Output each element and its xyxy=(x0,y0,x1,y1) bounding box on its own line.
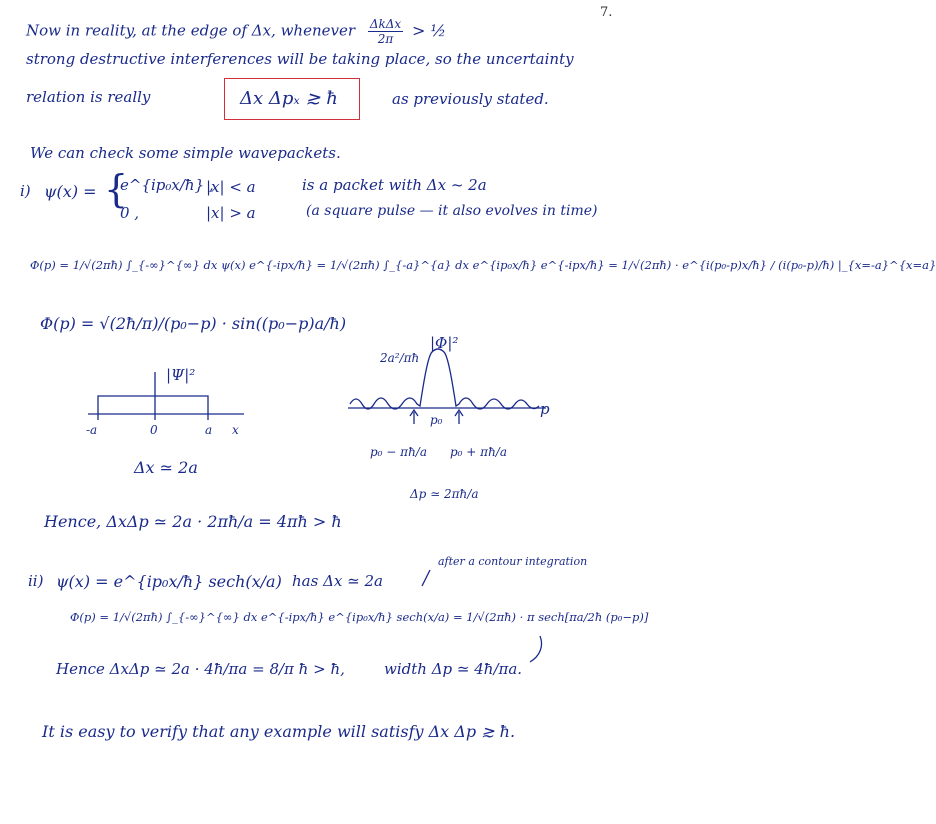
example-2-width: width Δp ≃ 4ħ/πa. xyxy=(384,660,523,678)
page-number: 7. xyxy=(600,5,613,20)
contour-note: after a contour integration xyxy=(438,555,588,568)
phi-result: Φ(p) = √(2ħ/π)/(p₀−p) · sin((p₀−p)a/ħ) xyxy=(40,314,347,333)
example-2-hence: Hence ΔxΔp ≃ 2a · 4ħ/πa = 8/π ħ > ħ, xyxy=(56,660,345,678)
case-1-condition: |x| < a xyxy=(206,178,256,196)
intro-line-2: strong destructive interferences will be taking place, so the uncertainty xyxy=(26,50,574,68)
check-line: We can check some simple wavepackets. xyxy=(30,144,341,162)
example-2-psi: ψ(x) = e^{ip₀x/ħ} sech(x/a) xyxy=(56,572,282,591)
after-box-text: as previously stated. xyxy=(392,90,549,108)
plot1-tick-a: a xyxy=(205,423,213,437)
example-2-label: ii) xyxy=(28,572,44,590)
example-1-desc-1: is a packet with Δx ~ 2a xyxy=(302,176,487,194)
example-2-has: has Δx ≃ 2a xyxy=(292,572,383,590)
plot2-axis-p: p xyxy=(540,400,550,418)
plot1-tick-minus-a: -a xyxy=(86,423,98,437)
note-arrow xyxy=(422,570,430,586)
uncertainty-relation: Δx Δpₓ ≳ ħ xyxy=(240,88,338,109)
condition-numerator: ΔkΔx xyxy=(369,17,402,31)
case-2-expr: 0 , xyxy=(120,204,140,222)
plot2-right-zero: p₀ + πħ/a xyxy=(450,445,507,459)
case-1-expr: e^{ip₀x/ħ} , xyxy=(120,176,214,194)
plot2-peak-value: 2a²/πħ xyxy=(380,351,420,365)
example-1-hence: Hence, ΔxΔp ≃ 2a · 2πħ/a = 4πħ > ħ xyxy=(44,512,342,531)
sinc-squared-curve xyxy=(350,349,539,409)
plot1-label: |Ψ|² xyxy=(166,366,196,384)
condition-denominator: 2π xyxy=(377,32,394,46)
plot1-width: Δx ≃ 2a xyxy=(134,458,198,477)
example-1-label: i) xyxy=(20,182,31,200)
intro-text-1: Now in reality, at the edge of Δx, whenever xyxy=(26,21,356,40)
plot2-center: p₀ xyxy=(430,413,443,427)
conclusion: It is easy to verify that any example will satisfy Δx Δp ≳ ħ. xyxy=(42,722,516,741)
intro-line-3: relation is really xyxy=(26,88,151,106)
width-arrow xyxy=(530,636,542,662)
plot2-width: Δp ≃ 2πħ/a xyxy=(410,487,479,501)
sinc-plot xyxy=(348,349,546,427)
square-pulse-curve xyxy=(98,396,208,414)
example-2-phi: Φ(p) = 1/√(2πħ) ∫_{-∞}^{∞} dx e^{-ipx/ħ} e^{ip₀x/ħ} sech(x/a) = 1/√(2πħ) · π sech[πa/2ħ (p₀−p)] xyxy=(70,610,649,624)
condition-rhs: > ½ xyxy=(411,20,446,40)
plot1-tick-0: 0 xyxy=(150,423,158,437)
example-1-psi: ψ(x) = xyxy=(44,182,97,201)
case-2-condition: |x| > a xyxy=(206,204,256,222)
plot2-label: |Φ|² xyxy=(430,334,459,352)
cases-brace: { xyxy=(104,167,129,211)
phi-derivation: Φ(p) = 1/√(2πħ) ∫_{-∞}^{∞} dx ψ(x) e^{-ipx/ħ} = 1/√(2πħ) ∫_{-a}^{a} dx e^{ip₀x/ħ} e^{-ipx/ħ} = 1/√(2πħ) · e^{i(p₀-p)x/ħ} / (i(p₀-p)/ħ) |_{x=-a}^{x=a} xyxy=(30,258,936,272)
plot1-axis-x: x xyxy=(232,423,239,437)
example-1-desc-2: (a square pulse — it also evolves in time) xyxy=(306,203,598,219)
plot2-left-zero: p₀ − πħ/a xyxy=(370,445,427,459)
